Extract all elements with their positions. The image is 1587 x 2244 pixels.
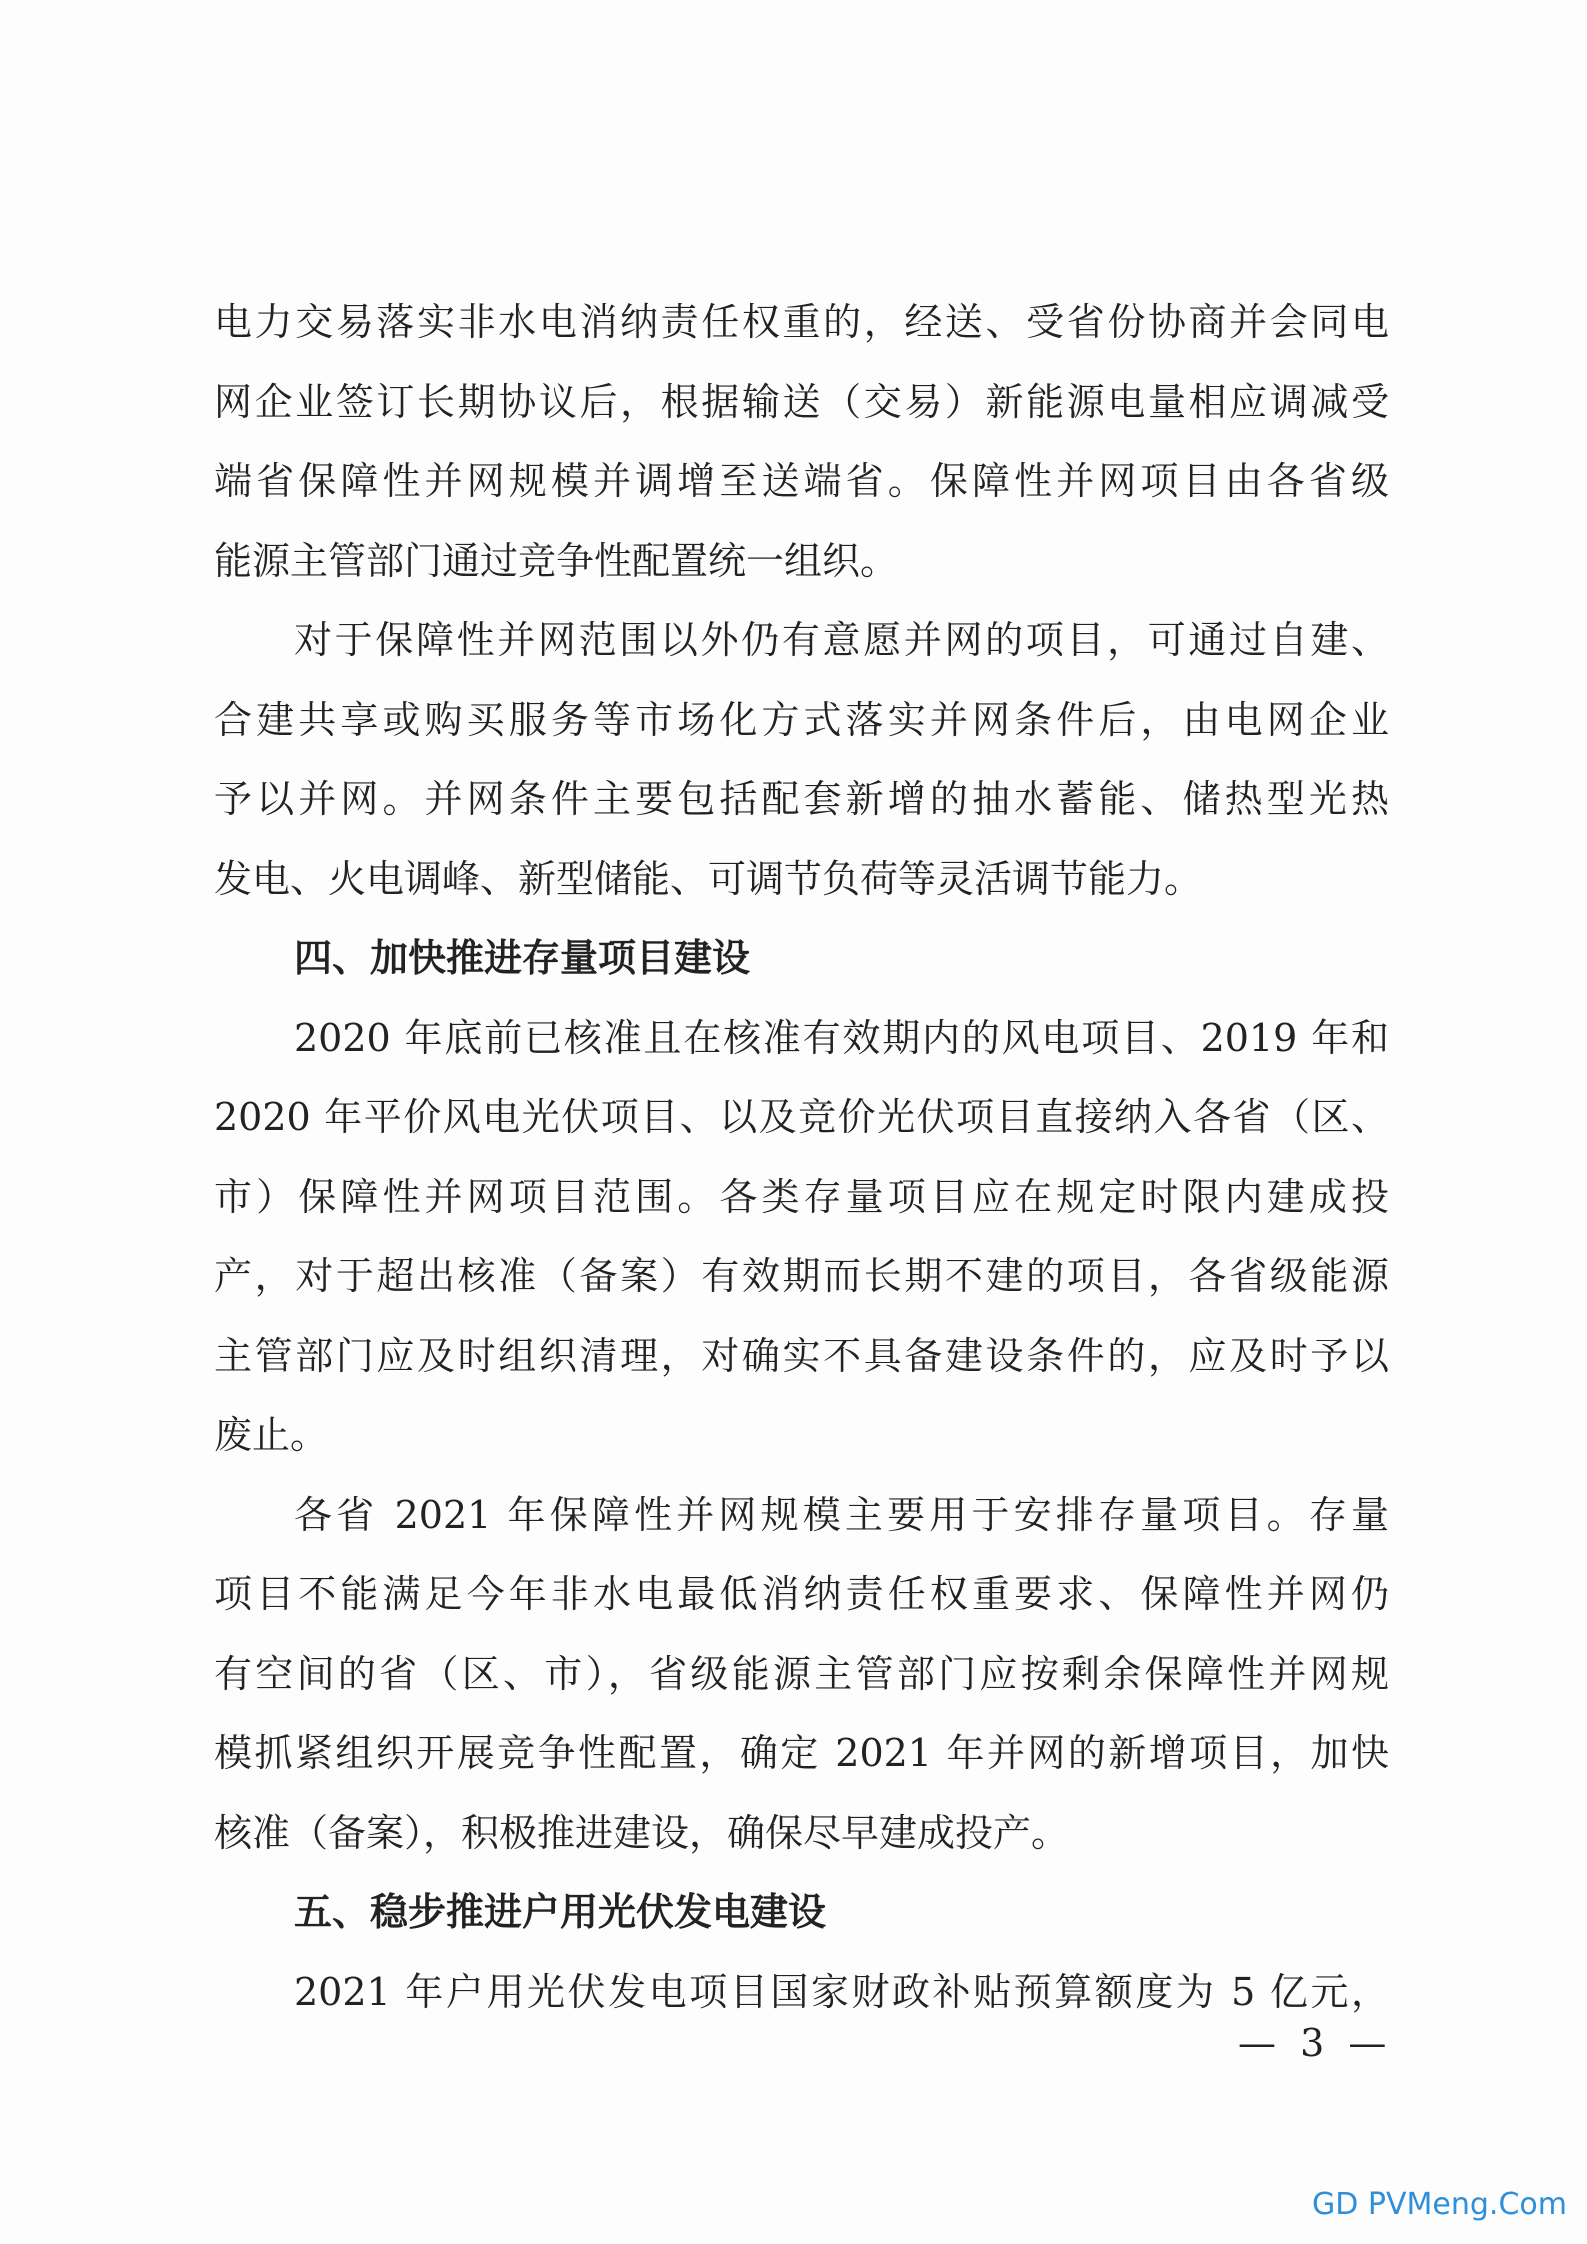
text-line: 主管部门应及时组织清理，对确实不具备建设条件的，应及时予以 — [214, 1333, 1389, 1378]
text-line: 予以并网。并网条件主要包括配套新增的抽水蓄能、储热型光热 — [214, 777, 1389, 821]
text-line: 废止。 — [214, 1413, 329, 1457]
text-line: 2020 年底前已核准且在核准有效期内的风电项目、2019 年和 — [294, 1015, 1389, 1060]
page-number: — 3 — — [1238, 2021, 1393, 2065]
text-line: 合建共享或购买服务等市场化方式落实并网条件后，由电网企业 — [214, 697, 1389, 742]
section-heading: 五、稳步推进户用光伏发电建设 — [294, 1890, 827, 1934]
text-line: 市）保障性并网项目范围。各类存量项目应在规定时限内建成投 — [214, 1174, 1389, 1219]
text-line: 各省 2021 年保障性并网规模主要用于安排存量项目。存量 — [294, 1492, 1389, 1537]
body-text — [214, 283, 1389, 2032]
text-line: 端省保障性并网规模并调增至送端省。保障性并网项目由各省级 — [214, 459, 1389, 503]
text-line: 项目不能满足今年非水电最低消纳责任权重要求、保障性并网仍 — [214, 1572, 1389, 1616]
text-line: 产，对于超出核准（备案）有效期而长期不建的项目，各省级能源 — [214, 1254, 1389, 1298]
text-line: 模抓紧组织开展竞争性配置，确定 2021 年并网的新增项目，加快 — [214, 1731, 1389, 1775]
text-line: 对于保障性并网范围以外仍有意愿并网的项目，可通过自建、 — [294, 618, 1389, 662]
watermark-text: GD PVMeng.Com — [1312, 2187, 1567, 2222]
section-heading: 四、加快推进存量项目建设 — [294, 936, 751, 980]
text-line: 核准（备案），积极推进建设，确保尽早建成投产。 — [214, 1810, 1070, 1855]
text-line: 有空间的省（区、市），省级能源主管部门应按剩余保障性并网规 — [214, 1651, 1389, 1696]
text-line: 2020 年平价风电光伏项目、以及竞价光伏项目直接纳入各省（区、 — [214, 1095, 1389, 1139]
text-line: 能源主管部门通过竞争性配置统一组织。 — [214, 538, 899, 583]
text-line: 发电、火电调峰、新型储能、可调节负荷等灵活调节能力。 — [214, 856, 1203, 901]
text-line: 电力交易落实非水电消纳责任权重的，经送、受省份协商并会同电 — [214, 300, 1389, 344]
text-line: 网企业签订长期协议后，根据输送（交易）新能源电量相应调减受 — [214, 379, 1389, 424]
text-line: 2021 年户用光伏发电项目国家财政补贴预算额度为 5 亿元， — [294, 1969, 1389, 2014]
